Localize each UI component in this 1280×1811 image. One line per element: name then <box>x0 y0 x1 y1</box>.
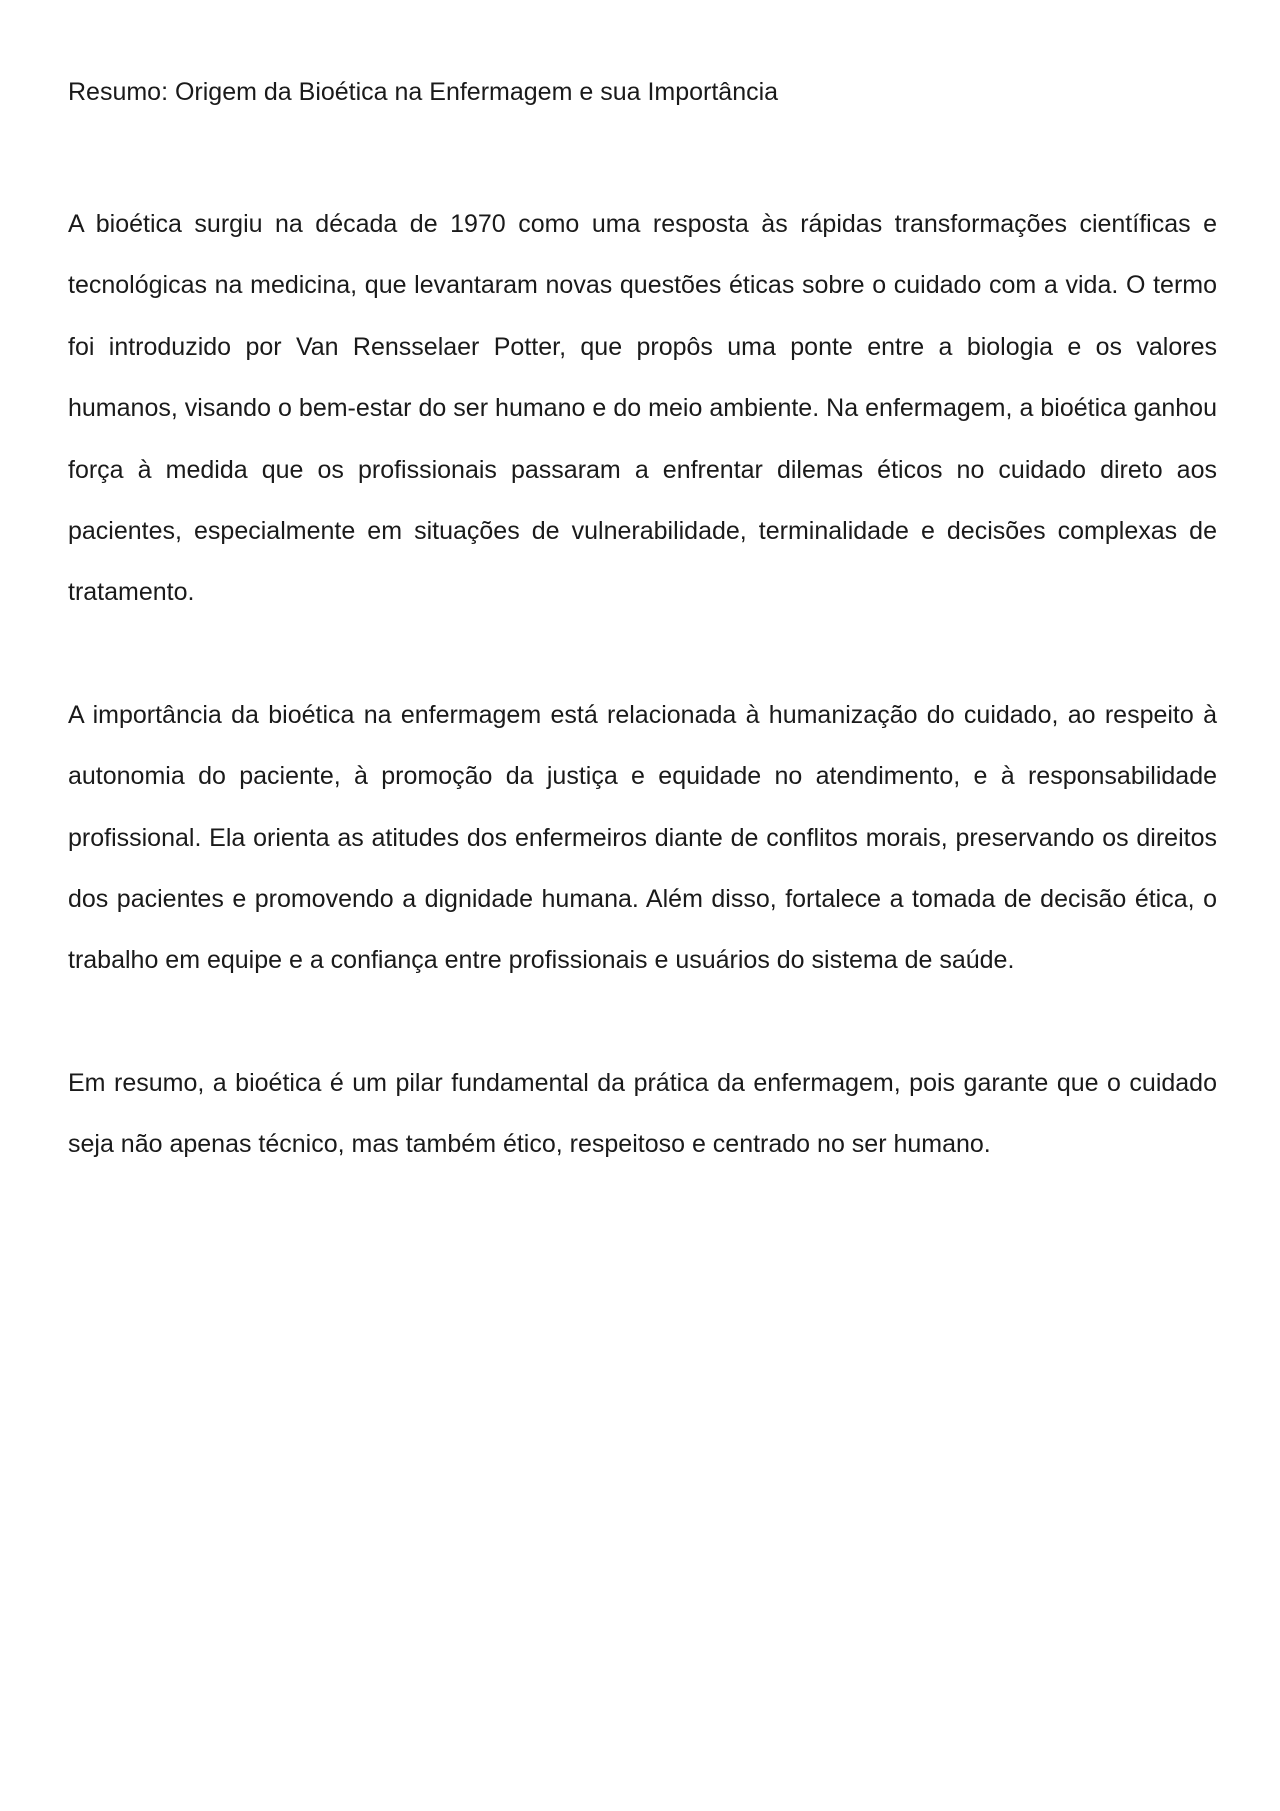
paragraph-conclusion: Em resumo, a bioética é um pilar fundamental da prática da enfermagem, pois garante que o cuidado seja não apenas técnico, mas também ético, respeitoso e centrado no ser humano. <box>68 1068 1217 1159</box>
document-body <box>68 72 1217 1176</box>
paragraph-origin: A bioética surgiu na década de 1970 como uma resposta às rápidas transformações científicas e tecnológicas na medicina, que levantaram novas questões éticas sobre o cuidado com a vida. O termo foi introduzido por Van Rensselaer Potter, que propôs uma ponte entre a biologia e os valores humanos, visando o bem-estar do ser humano e do meio ambiente. Na enfermagem, a bioética ganhou força à medida que os profissionais passaram a enfrentar dilemas éticos no cuidado direto aos pacientes, especialmente em situações de vulnerabilidade, terminalidade e decisões complexas de tratamento. <box>68 210 1217 607</box>
paragraph-importance: A importância da bioética na enfermagem está relacionada à humanização do cuidado, ao respeito à autonomia do paciente, à promoção da justiça e equidade no atendimento, e à responsabilidade profissional. Ela orienta as atitudes dos enfermeiros diante de conflitos morais, preservando os direitos dos pacientes e promovendo a dignidade humana. Além disso, fortalece a tomada de decisão ética, o trabalho em equipe e a confiança entre profissionais e usuários do sistema de saúde. <box>68 700 1217 975</box>
document-title: Resumo: Origem da Bioética na Enfermagem e sua Importância <box>68 78 779 106</box>
